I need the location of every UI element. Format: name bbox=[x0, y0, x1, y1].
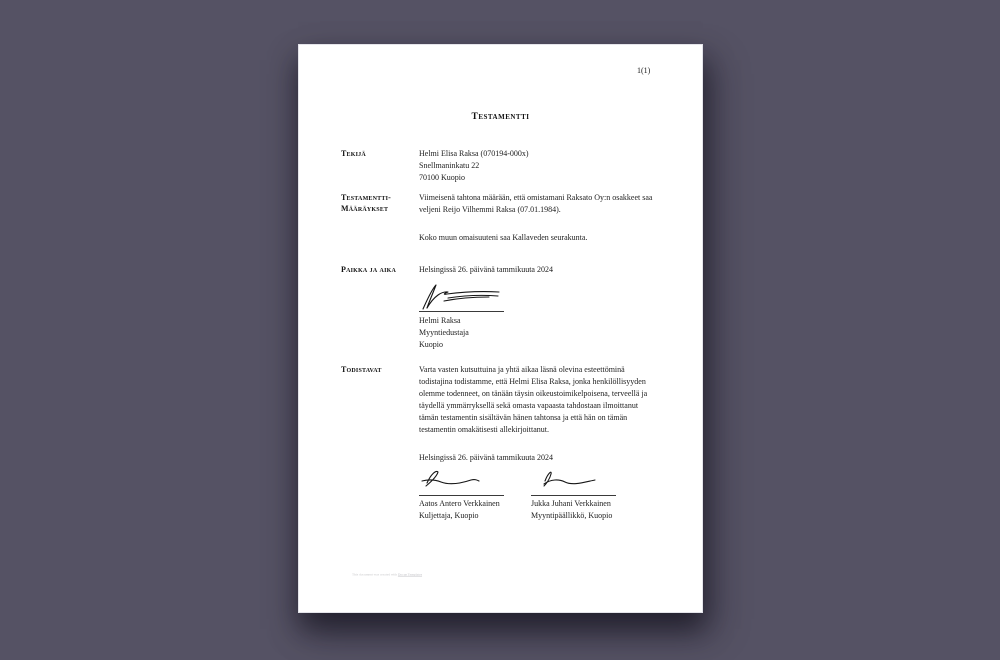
testator-signature-scribble bbox=[417, 283, 509, 311]
page-number: 1(1) bbox=[637, 66, 651, 75]
testator-signature-line bbox=[419, 311, 504, 312]
testator-details bbox=[419, 148, 529, 184]
section-label-witnesses: Todistavat bbox=[341, 365, 382, 374]
testator-address: Snellmaninkatu 22 bbox=[419, 161, 480, 170]
footer-note-text: This document was created with bbox=[352, 573, 398, 577]
testator-signature-block bbox=[419, 315, 469, 351]
witness1-signature-block bbox=[419, 468, 519, 522]
witnesses-place-date: Helsingissä 26. päivänä tammikuuta 2024 bbox=[419, 453, 553, 462]
document-page bbox=[298, 44, 703, 613]
testator-name: Helmi Elisa Raksa (070194-000x) bbox=[419, 149, 529, 158]
testator-signature-city: Kuopio bbox=[419, 340, 443, 349]
witness2-signature-line bbox=[531, 495, 616, 496]
witness1-signature-scribble bbox=[419, 468, 483, 490]
testator-signature-name: Helmi Raksa bbox=[419, 316, 461, 325]
provisions-label-line2: Määräykset bbox=[341, 204, 389, 213]
witness1-title: Kuljettaja, Kuopio bbox=[419, 511, 479, 520]
witness2-name: Jukka Juhani Verkkainen bbox=[531, 499, 611, 508]
testator-signature-title: Myyntiedustaja bbox=[419, 328, 469, 337]
witnesses-paragraph: Varta vasten kutsuttuina ja yhtä aikaa läsnä olevina esteettöminä todistajina todistamme, että Helmi Elisa Raksa, jonka henkilöllisyyden olemme todenneet, on tänään täysin oikeustoimikelpoisena, terveellä ja täydellä ymmärryksellä sekä omasta vapaasta tahdostaan ilmoittanut tämän testamentin sisältävän hänen tahtonsa ja että hän on tämän testamentin omakätisesti allekirjoittanut. bbox=[419, 365, 648, 434]
witness1-name: Aatos Antero Verkkainen bbox=[419, 499, 500, 508]
testator-city: 70100 Kuopio bbox=[419, 173, 465, 182]
witness2-title: Myyntipäällikkö, Kuopio bbox=[531, 511, 613, 520]
section-label-provisions bbox=[341, 192, 391, 214]
witness2-signature-block bbox=[531, 468, 631, 522]
footer-link[interactable]: Docue Templates bbox=[397, 573, 423, 577]
document-title: Testamentti bbox=[471, 112, 530, 122]
witness2-signature-scribble bbox=[531, 468, 599, 490]
section-label-place-date: Paikka ja aika bbox=[341, 265, 397, 274]
witness1-signature-line bbox=[419, 495, 504, 496]
footer-note bbox=[352, 573, 422, 577]
provisions-label-line1: Testamentti- bbox=[341, 193, 391, 202]
section-label-testator: Tekijä bbox=[341, 149, 366, 158]
provisions-paragraph-1: Viimeisenä tahtona määrään, että omistamani Raksato Oy:n osakkeet saa veljeni Reijo Vilhemmi Raksa (07.01.1984). bbox=[419, 193, 653, 214]
place-date-text: Helsingissä 26. päivänä tammikuuta 2024 bbox=[419, 265, 553, 274]
provisions-paragraph-2: Koko muun omaisuuteni saa Kallaveden seurakunta. bbox=[419, 233, 588, 242]
